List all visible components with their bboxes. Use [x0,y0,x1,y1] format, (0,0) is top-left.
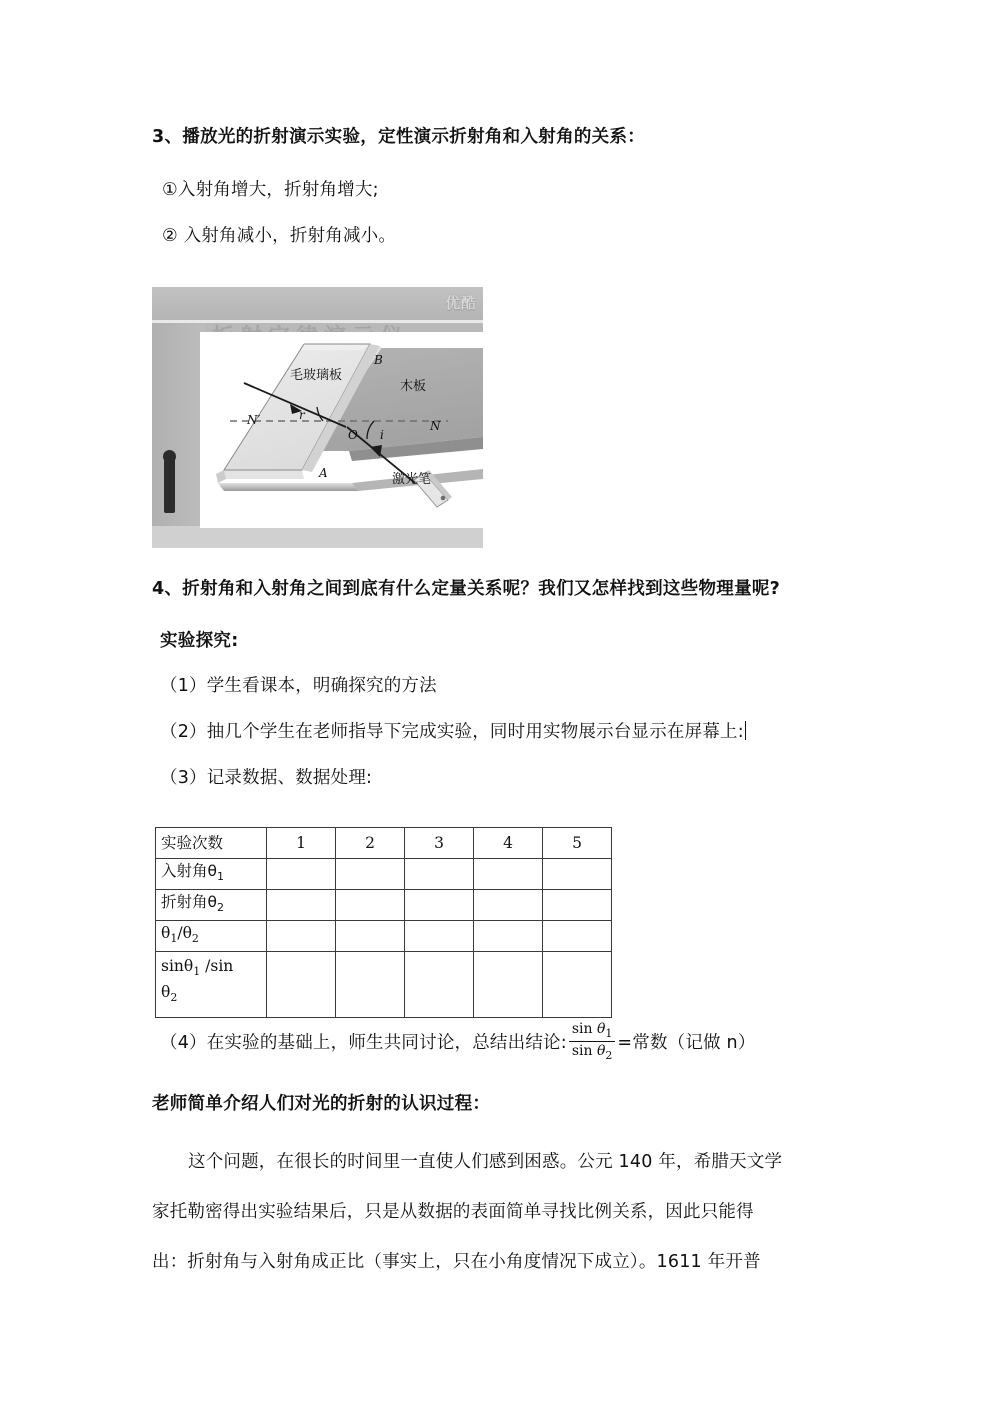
table-cell[interactable] [543,890,612,921]
glass-plate-edge-front [224,470,304,479]
denominator-variable: θ [596,1043,606,1060]
label-ground-glass: 毛玻璃板 [290,368,343,383]
row-header-subscript: 1 [170,932,178,946]
table-row [156,921,612,952]
table-row-header [156,859,267,890]
table-row-header [156,952,267,1018]
spacer [152,698,868,720]
fraction-numerator [569,1021,616,1041]
table-cell[interactable] [267,952,336,1018]
table-cell[interactable] [336,952,405,1018]
row-header-text-3: θ [161,983,171,1002]
table-cell[interactable] [336,859,405,890]
label-A: A [319,466,328,480]
label-wood-board: 木板 [400,379,427,394]
table-cell[interactable] [474,952,543,1018]
spacer [152,148,868,178]
table-row [156,859,612,890]
refraction-demo-figure [152,287,483,548]
table-cell[interactable]: 1 [267,828,336,859]
table-row [156,952,612,1018]
experiment-step-2 [160,720,868,744]
spacer [152,652,868,674]
history-heading: 老师简单介绍人们对光的折射的认识过程： [152,1094,491,1114]
experiment-subheading: 实验探究: [160,631,239,651]
text-cursor [745,721,746,740]
table-cell[interactable] [405,921,474,952]
label-N: N [430,419,441,433]
row-header-text: sinθ [161,957,194,975]
spacer [152,1225,868,1249]
experiment-step-4-row [160,1022,870,1064]
section-3-heading: 3、播放光的折射演示实验，定性演示折射角和入射角的关系： [152,127,646,147]
table-cell[interactable] [405,952,474,1018]
table-cell[interactable] [267,921,336,952]
label-N-prime: N′ [247,413,261,427]
row-header-subscript: 1 [193,965,201,979]
data-table-wrapper [155,827,612,1018]
table-cell[interactable] [474,890,543,921]
history-paragraph-line-1: 这个问题，在很长的时间里一直使人们感到困惑。公元 140 年，希腊天文学 [188,1152,783,1172]
label-angle-i: i [380,428,384,442]
table-cell[interactable] [474,859,543,890]
experiment-step-4-suffix: =常数（记做 n） [617,1032,756,1053]
row-header-text: θ [161,923,171,942]
row-header-text-2: /θ [177,923,192,942]
numerator-function: sin [571,1021,593,1037]
spacer [152,1175,868,1199]
spacer [152,1115,868,1149]
history-section [152,1093,868,1275]
spacer [152,600,868,630]
history-paragraph-line-2: 家托勒密得出实验结果后，只是从数据的表面简单寻找比例关系，因此只能得 [152,1202,754,1222]
row-header-text-2: /sin [200,957,234,975]
denominator-function: sin [571,1043,593,1060]
row-header-text: 折射角θ [161,892,217,911]
section-3-bullet-1: ①入射角增大，折射角增大; [162,180,379,200]
label-angle-r: r [299,408,305,422]
table-cell[interactable] [267,859,336,890]
base-slab [218,483,358,491]
denominator-subscript: 2 [605,1049,613,1063]
row-header-subscript: 1 [216,870,224,884]
history-paragraph-line-3: 出：折射角与入射角成正比（事实上，只在小角度情况下成立）。1611 年开普 [152,1252,761,1272]
table-cell[interactable] [336,921,405,952]
experiment-data-table [155,827,612,1018]
table-cell[interactable] [474,921,543,952]
table-cell[interactable] [543,952,612,1018]
numerator-subscript: 1 [605,1026,613,1040]
section-3-bullet-2: ② 入射角减小，折射角减小。 [162,226,397,246]
section-4-heading: 4、折射角和入射角之间到底有什么定量关系呢？我们又怎样找到这些物理量呢? [152,579,781,599]
experiment-step-3: （3）记录数据、数据处理: [160,768,373,788]
label-B: B [374,353,383,367]
snell-ratio-fraction [569,1021,616,1063]
document-content-lower [152,578,868,790]
spacer [152,744,868,766]
fraction-denominator [569,1041,616,1062]
experiment-step-1: （1）学生看课本，明确探究的方法 [160,676,437,696]
experiment-step-4 [160,1022,870,1064]
table-row [156,890,612,921]
row-header-subscript-3: 2 [170,991,178,1005]
table-cell[interactable] [543,921,612,952]
table-row [156,828,612,859]
table-cell[interactable] [336,890,405,921]
refraction-diagram-svg [152,287,483,548]
spacer [152,202,868,224]
experiment-step-4-prefix: （4）在实验的基础上，师生共同讨论，总结出结论: [160,1032,567,1053]
table-cell[interactable]: 5 [543,828,612,859]
table-cell[interactable]: 3 [405,828,474,859]
label-O: O [348,428,358,442]
label-laser-pen: 激光笔 [392,472,432,487]
table-cell[interactable]: 2 [336,828,405,859]
table-cell[interactable] [267,890,336,921]
table-cell[interactable] [543,859,612,890]
experiment-step-2-text: （2）抽几个学生在老师指导下完成实验，同时用实物展示台显示在屏幕上: [160,722,744,742]
table-cell[interactable] [405,859,474,890]
document-content [152,126,868,248]
table-row-header: 实验次数 [156,828,267,859]
row-header-subscript-2: 2 [191,932,199,946]
table-cell[interactable]: 4 [474,828,543,859]
table-cell[interactable] [405,890,474,921]
row-header-text: 入射角θ [161,861,217,880]
table-row-header [156,890,267,921]
table-row-header [156,921,267,952]
numerator-variable: θ [596,1021,606,1037]
youku-watermark: 优酷 [444,294,477,312]
row-header-subscript: 2 [216,901,224,915]
